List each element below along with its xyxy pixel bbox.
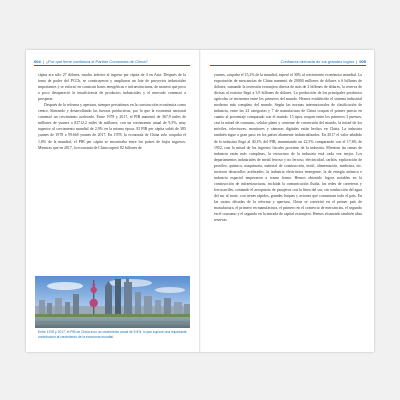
left-paragraph-1: cápita era sólo 27 dólares, mucho inferior al ingreso per cápita de 4 en Asia. Después de la toma de poder del PCCh, se construyeron y ampliaron un lote de proyectos industriales importantes y se esforzó en construir bases energéticas e infraestructuras, de manera que poco a poco desapareció la insuficiencia de productos industriales y el mercado comenzó a prosperar. [38,73,186,102]
left-page-number: 004 [34,59,41,64]
right-paragraph-1: yuanes, ocupaba el 15,2% de la mundial, superó el 30% al crecimiento económico mundial. La exportación de mercancías de China aumentó de 20000 millones de dólares a 6 billones de dólares, sumando la inversión extranjera directa de más de 2 billones de dólares, la reserva de divisas al exterior llegó a 3,9 billones de dólares. La producción de los principales productos agrícolas se encuentra entre los primeros del mundo. Hemos establecido el sistema industrial moderno más completo del mundo. Según las normas internacionales de clasificación de industria, entre las 22 categorías y 7 de manufactura de China ocupan el primer puesto en cuanto al porcentaje comparado con el mundo, 15 tipos ocupan entre los primeros 3 puestos, casi la mitad de consumo, celular plano y centenar de conversión del mundo, la mitad de los móviles, televisores, monitores y cámaras digitales están hechos en China. La industria también sigue a gran paso en los países altamente industrializados. En 2017 el valor añadido de la industria llegó al 40,1% del PIB, aumentando un 22,5% comparando con el 17,6% de 1952, casi la mitad de los ingresos fiscales proviene de la industria. Mientras las ramas de industria están más completas, la estructura de la industria está cada vez mejor. Los departamentos industriales de metal ferroso y no ferroso, electricidad, carbón, exploración de petróleo, química, maquinaria, material de construcción, textil, alimentación, medicina, etc. tuvieron desarrollos acelerados, la industria electrónica emergente, la de energía atómica e industria espacial empezaron a tomar forma. Hemos obtenido logros notables en la construcción de infraestructuras, incluida la comunicación fluida, las redes de carreteras y ferrocarriles, contando el aeropuerto de pasajeros con la línea del sur, sin conducción del agua del sur al norte, con trenes rápidos, grandes buques y aviones que comunican todo el país. En las cuatro décadas de la reforma y apertura, China se convirtió en el primer país de manufactura, el primero en manufactura, el primero en el comercio de mercancías, el segundo en el consumo y el segundo en la entrada de capital extranjero. Hemos alcanzado también altas reservas [214,73,362,223]
left-page-body [38,72,186,274]
right-page-body [214,72,362,346]
right-running-head: Confianza derivada de los grandes logros [280,59,355,64]
book-gutter [199,50,201,352]
left-page [26,50,198,352]
left-paragraph-2: Después de la reforma y apertura, siempre persistimos en la construcción económica como centro, liberando y desarrollando las fuerzas productivas, por lo que la economía nacional comenzó un crecimiento acelerado. Entre 1978 y 2017, el PIB aumentó de 367,9 miles de millones de yuanes a 82712,2 miles de millones, con un crecimiento anual de 9,5%, muy superior al crecimiento mundial de 2,9% en la misma época. El PIB per cápita subió de 385 yuanes de 1978 a 59.660 yuanes de 2017. En 1978, la economía de China solo ocupaba el 1,8% de la mundial, el PIB per cápita se encontraba entre los países de bajos ingresos. Mientras que en 2017, la economía de China superó 82 billones de [38,103,186,150]
right-page-header: Confianza derivada de los grandes logros | 005 [210,58,366,66]
left-page-header: 004 | ¿Por qué tiene confianza el Partido Comunista de China? [34,58,190,66]
left-running-head: ¿Por qué tiene confianza el Partido Comunista de China? [45,59,148,64]
book-spread [26,50,374,352]
right-page-number: 005 [359,59,366,64]
right-page [202,50,374,352]
city-skyline-photo [35,276,190,328]
photo-caption: Entre 1978 y 2017, el PIB de China tuvo un crecimiento anual de 9,5%, lo que supone una importante contribución al crecimiento de la economía mundial. [38,330,187,339]
